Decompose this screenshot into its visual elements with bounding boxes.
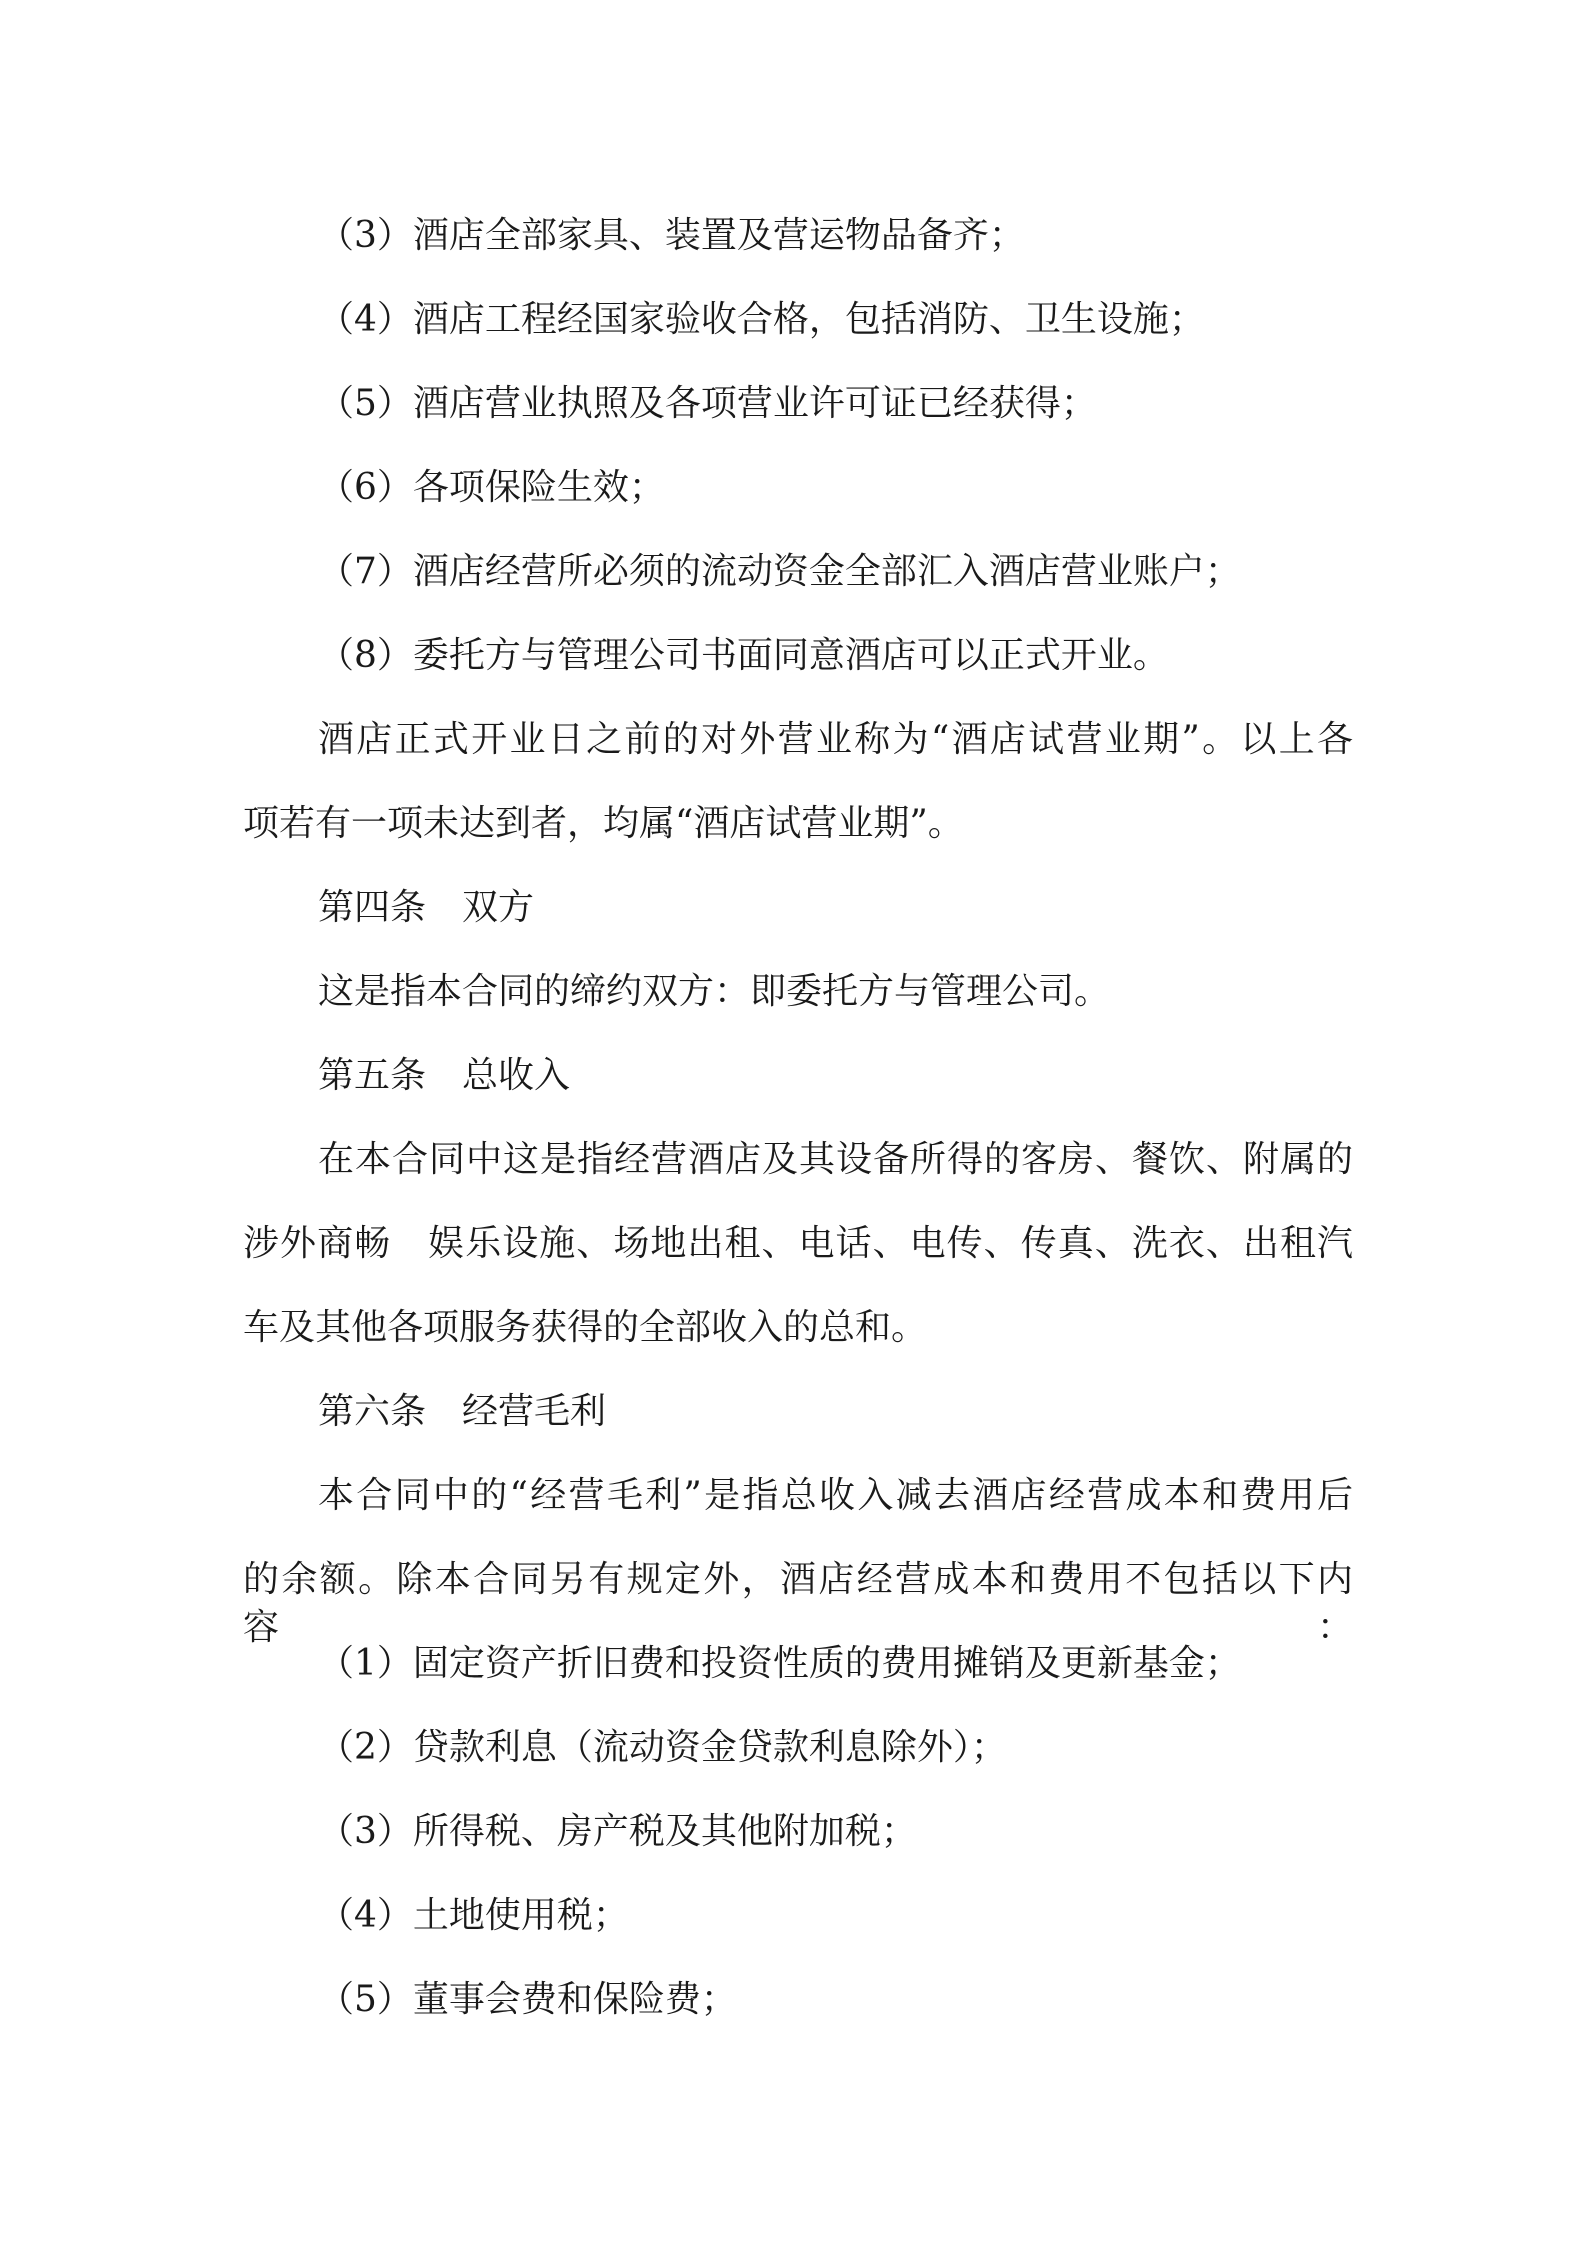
list-item: （8）委托方与管理公司书面同意酒店可以正式开业。 <box>318 635 1169 676</box>
paragraph-line: 涉外商畅 娱乐设施、场地出租、电话、电传、传真、洗衣、出租汽 <box>243 1223 1353 1264</box>
paragraph-line: 项若有一项未达到者，均属“酒店试营业期”。 <box>243 803 964 844</box>
list-item: （4）土地使用税； <box>318 1895 629 1936</box>
article-heading: 第五条 总收入 <box>318 1055 571 1096</box>
paragraph-line: 在本合同中这是指经营酒店及其设备所得的客房、餐饮、附属的 <box>318 1139 1353 1180</box>
list-item: （1）固定资产折旧费和投资性质的费用摊销及更新基金； <box>318 1643 1241 1684</box>
list-item: （6）各项保险生效； <box>318 467 665 508</box>
list-item: （3）酒店全部家具、装置及营运物品备齐； <box>318 215 1025 256</box>
list-item: （4）酒店工程经国家验收合格，包括消防、卫生设施； <box>318 299 1205 340</box>
paragraph-line: 本合同中的“经营毛利”是指总收入减去酒店经营成本和费用后 <box>318 1475 1353 1516</box>
paragraph-line: 车及其他各项服务获得的全部收入的总和。 <box>243 1307 928 1348</box>
article-heading: 第四条 双方 <box>318 887 535 928</box>
paragraph-line: 这是指本合同的缔约双方：即委托方与管理公司。 <box>318 971 1111 1012</box>
article-heading: 第六条 经营毛利 <box>318 1391 607 1432</box>
paragraph-line: 的余额。除本合同另有规定外，酒店经营成本和费用不包括以下内容： <box>243 1559 1353 1648</box>
list-item: （7）酒店经营所必须的流动资金全部汇入酒店营业账户； <box>318 551 1241 592</box>
list-item: （5）董事会费和保险费； <box>318 1979 737 2020</box>
list-item: （3）所得税、房产税及其他附加税； <box>318 1811 917 1852</box>
list-item: （2）贷款利息（流动资金贷款利息除外）； <box>318 1727 1007 1768</box>
list-item: （5）酒店营业执照及各项营业许可证已经获得； <box>318 383 1097 424</box>
paragraph-line: 酒店正式开业日之前的对外营业称为“酒店试营业期”。以上各 <box>318 719 1353 760</box>
